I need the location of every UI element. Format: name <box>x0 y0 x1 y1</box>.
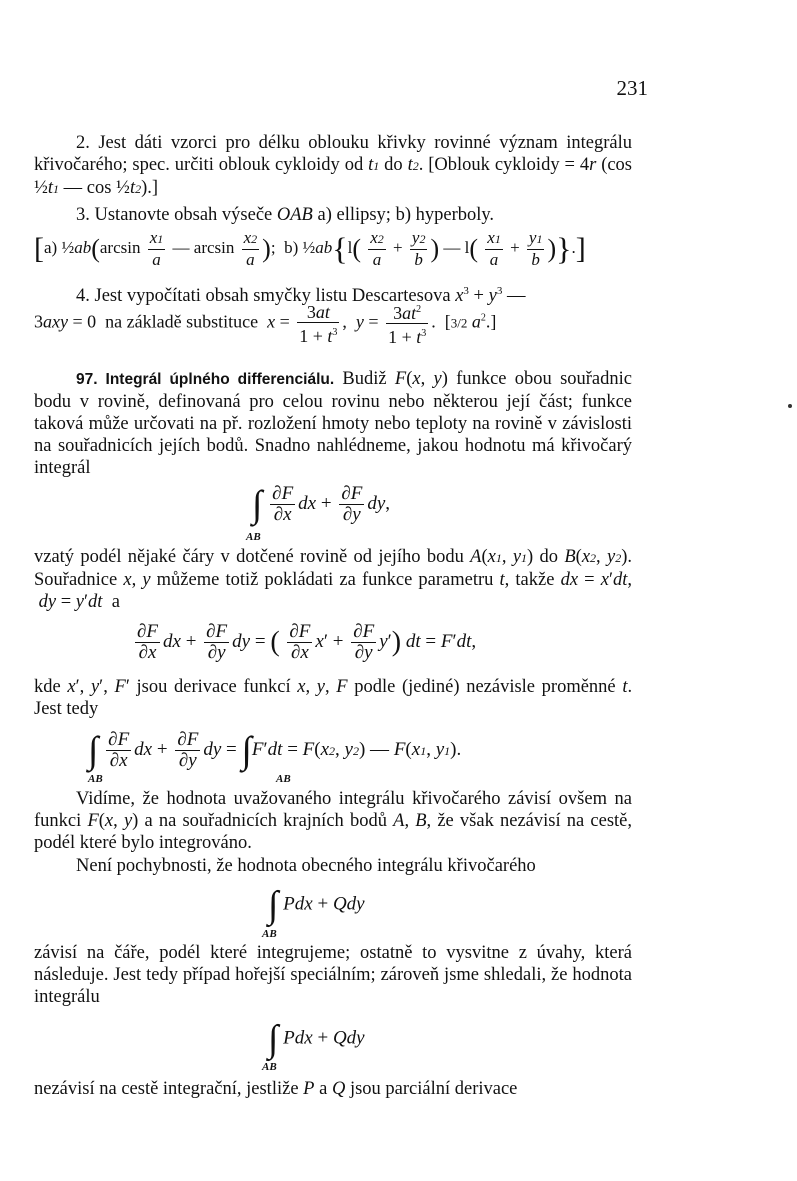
paragraph-after-eq1: vzatý podél nějaké čáry v dotčené rovině od jejího bodu A(x1, y1) do B(x2, y2). Souřadnice x, y můžeme totiž pokládati za funkce parametru t, takže dx = x′dt, dy = y′dt a <box>34 547 633 612</box>
paragraph-neni: Není pochybnosti, že hodnota obecného integrálu křivočarého <box>76 856 536 876</box>
section-97-title: 97. Integrál úplného differenciálu. <box>76 371 335 388</box>
page-number: 231 <box>616 76 648 100</box>
exercise-3-answer: [a) ½ab(arcsin $\frac{x1}{a}$ — arcsin $\frac{x2}{a}$ ); b) ½ab{l( $\frac{x2}{a}$ + $\frac{y2}{b}$ ) — l( $\frac{x1}{a}$ + $\frac{y1}{b}$ )}.] <box>34 228 586 269</box>
integral-limit-ab-2: AB <box>88 773 103 785</box>
equation-5: ∫ Pdx + Qdy <box>268 1018 365 1060</box>
section-97-intro: 97. Integrál úplného differenciálu. Budiž F(x, y) funkce obou souřadnic bodu v rovině, definovaná pro celou rovinu nebo některou její část; funkce taková může určovati na př. rozložení hmoty nebo teploty na rovině v závislosti na souřadnicích jejích bodů. Snadno nahlédneme, jakou hodnotu má křivočarý integrál <box>34 369 632 478</box>
equation-4: ∫ Pdx + Qdy <box>268 884 365 926</box>
paragraph-last-line: nezávisí na cestě integrační, jestliže P a Q jsou parciální derivace <box>34 1079 518 1099</box>
integral-limit-ab-4: AB <box>262 928 277 940</box>
integral-limit-ab-5: AB <box>262 1061 277 1073</box>
exercise-2: 2. Jest dáti vzorci pro délku oblouku křivky rovinné význam integrálu křivočarého; spec. určiti oblouk cykloidy od t1 do t2. [Oblouk cykloidy = 4r (cos ½t1 — cos ½t2).] <box>34 133 633 198</box>
equation-3: ∫ $\frac{\partial F}{\partial x}$ dx + $\frac{\partial F}{\partial y}$ dy = ∫F′dt = F(x2, y2) — F(x1, y1). <box>88 729 462 772</box>
exercise-4-line2: 3axy = 0 na základě substituce x = $\frac{3at}{1 + t^3}$ , y = $\frac{3at^2}{1 + t^3}$ . [3/2 $a^2$.] <box>34 301 497 347</box>
integral-limit-ab-3: AB <box>276 773 291 785</box>
integral-limit-ab-1: AB <box>246 531 261 543</box>
exercise-3: 3. Ustanovte obsah výseče OAB a) ellipsy; b) hyperboly. <box>76 205 495 225</box>
paragraph-vidime: Vidíme, že hodnota uvažovaného integrálu křivočarého závisí ovšem na funkci F(x, y) a na souřadnicích krajních bodů A, B, že však nezávisí na cestě, podél které bylo integrováno. <box>34 789 633 853</box>
paragraph-zavisi: závisí na čáře, podél které integrujeme; ostatně to vysvitne z úvahy, která následuje. Jest tedy případ hořejší speciálním; zároveň jsme shledali, že hodnota integrálu <box>34 943 632 1007</box>
scan-speck <box>788 404 792 408</box>
paragraph-after-eq2: kde x′, y′, F′ jsou derivace funkcí x, y, F podle (jediné) nezávisle proměnné t. Jest tedy <box>34 677 633 719</box>
equation-1: ∫ $\frac{\partial F}{\partial x}$ dx + $\frac{\partial F}{\partial y}$ dy, <box>252 483 391 526</box>
exercise-4-line1: 4. Jest vypočítati obsah smyčky listu Descartesova $x^3 + y^3$ — <box>76 285 526 307</box>
equation-2: $\frac{\partial F}{\partial x}$ dx + $\frac{\partial F}{\partial y}$ dy = ( $\frac{\partial F}{\partial x}$ x′ + $\frac{\partial F}{\partial y}$ y′) dt = F′dt, <box>137 621 477 663</box>
